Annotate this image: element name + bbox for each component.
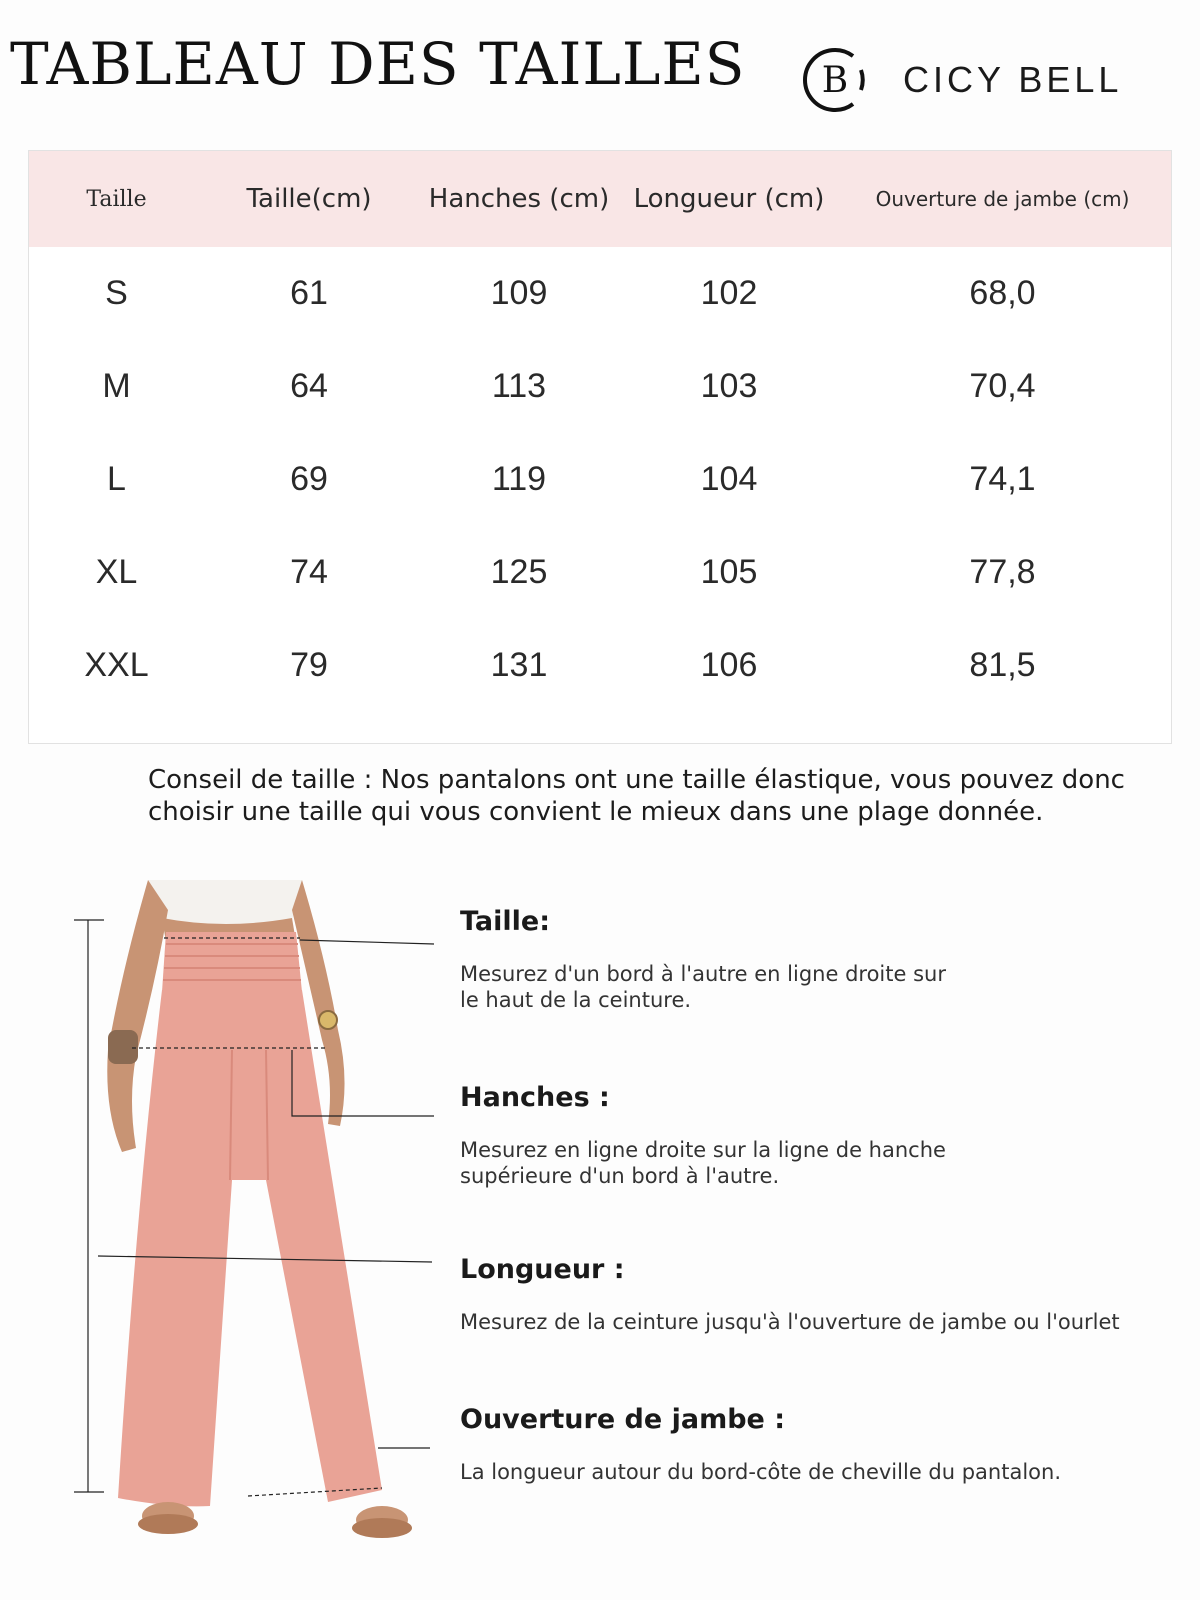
cell-length: 105 bbox=[700, 553, 758, 591]
table-row bbox=[29, 247, 1171, 340]
measure-length-title: Longueur : bbox=[460, 1254, 625, 1285]
cell-size: M bbox=[102, 367, 131, 405]
cell-length: 102 bbox=[700, 274, 758, 312]
cell-hips: 113 bbox=[491, 367, 547, 405]
bracelet-icon bbox=[108, 1030, 138, 1064]
measure-leg-opening bbox=[460, 1404, 1180, 1485]
cell-leg-opening: 74,1 bbox=[969, 460, 1036, 498]
cell-leg-opening: 77,8 bbox=[969, 553, 1036, 591]
cell-hips: 109 bbox=[490, 274, 548, 312]
cell-leg-opening: 68,0 bbox=[969, 274, 1036, 312]
table-header bbox=[29, 151, 1171, 247]
cell-waist: 74 bbox=[290, 553, 328, 591]
brand-monogram-icon bbox=[795, 40, 875, 120]
page-title: TABLEAU DES TAILLES bbox=[10, 30, 746, 98]
cell-hips: 119 bbox=[491, 460, 547, 498]
measure-length bbox=[460, 1254, 1180, 1335]
measure-waist-title: Taille: bbox=[460, 906, 551, 937]
brand-name: CICY BELL bbox=[903, 59, 1123, 100]
cell-waist: 64 bbox=[290, 367, 328, 405]
header-leg-opening: Ouverture de jambe (cm) bbox=[875, 187, 1130, 211]
watch-icon bbox=[319, 1011, 337, 1029]
advice-line-2: choisir une taille qui vous convient le mieux dans une plage donnée. bbox=[148, 797, 1044, 827]
table-row bbox=[29, 433, 1171, 526]
svg-text:B: B bbox=[821, 60, 849, 101]
measure-waist bbox=[460, 906, 1180, 1013]
left-sandal bbox=[138, 1514, 198, 1534]
cell-length: 106 bbox=[700, 646, 758, 684]
cell-waist: 61 bbox=[290, 274, 328, 312]
cell-leg-opening: 81,5 bbox=[969, 646, 1036, 684]
size-table bbox=[28, 150, 1172, 744]
measure-leg-opening-title: Ouverture de jambe : bbox=[460, 1404, 786, 1435]
header-waist: Taille(cm) bbox=[246, 184, 372, 214]
smocked-waistband bbox=[162, 932, 302, 992]
size-advice bbox=[148, 764, 1188, 828]
measure-hips-title: Hanches : bbox=[460, 1082, 610, 1113]
measure-hips bbox=[460, 1082, 1180, 1189]
header-length: Longueur (cm) bbox=[633, 184, 825, 214]
pants-model-illustration bbox=[70, 880, 450, 1600]
measure-hips-description: Mesurez en ligne droite sur la ligne de hanche supérieure d'un bord à l'autre. bbox=[460, 1138, 946, 1188]
advice-line-1: Conseil de taille : Nos pantalons ont une taille élastique, vous pouvez donc bbox=[148, 765, 1125, 795]
cell-size: XL bbox=[95, 553, 138, 591]
right-sandal bbox=[352, 1518, 412, 1538]
header-size: Taille bbox=[86, 186, 147, 212]
cell-hips: 125 bbox=[490, 553, 548, 591]
measure-waist-description: Mesurez d'un bord à l'autre en ligne droite sur le haut de la ceinture. bbox=[460, 962, 946, 1012]
cell-waist: 69 bbox=[290, 460, 328, 498]
header-hips: Hanches (cm) bbox=[428, 184, 610, 214]
crop-top bbox=[148, 880, 302, 926]
cell-hips: 131 bbox=[490, 646, 548, 684]
cell-leg-opening: 70,4 bbox=[969, 367, 1036, 405]
cell-length: 104 bbox=[700, 460, 758, 498]
cell-length: 103 bbox=[700, 367, 758, 405]
measure-leg-opening-description: La longueur autour du bord-côte de cheville du pantalon. bbox=[460, 1460, 1062, 1484]
cell-waist: 79 bbox=[290, 646, 328, 684]
table-row bbox=[29, 619, 1171, 712]
table-row bbox=[29, 526, 1171, 619]
cell-size: L bbox=[107, 460, 126, 498]
cell-size: S bbox=[105, 274, 128, 312]
measure-length-description: Mesurez de la ceinture jusqu'à l'ouverture de jambe ou l'ourlet bbox=[460, 1310, 1120, 1334]
cell-size: XXL bbox=[84, 646, 149, 684]
table-row bbox=[29, 340, 1171, 433]
brand-logo bbox=[795, 40, 1122, 120]
